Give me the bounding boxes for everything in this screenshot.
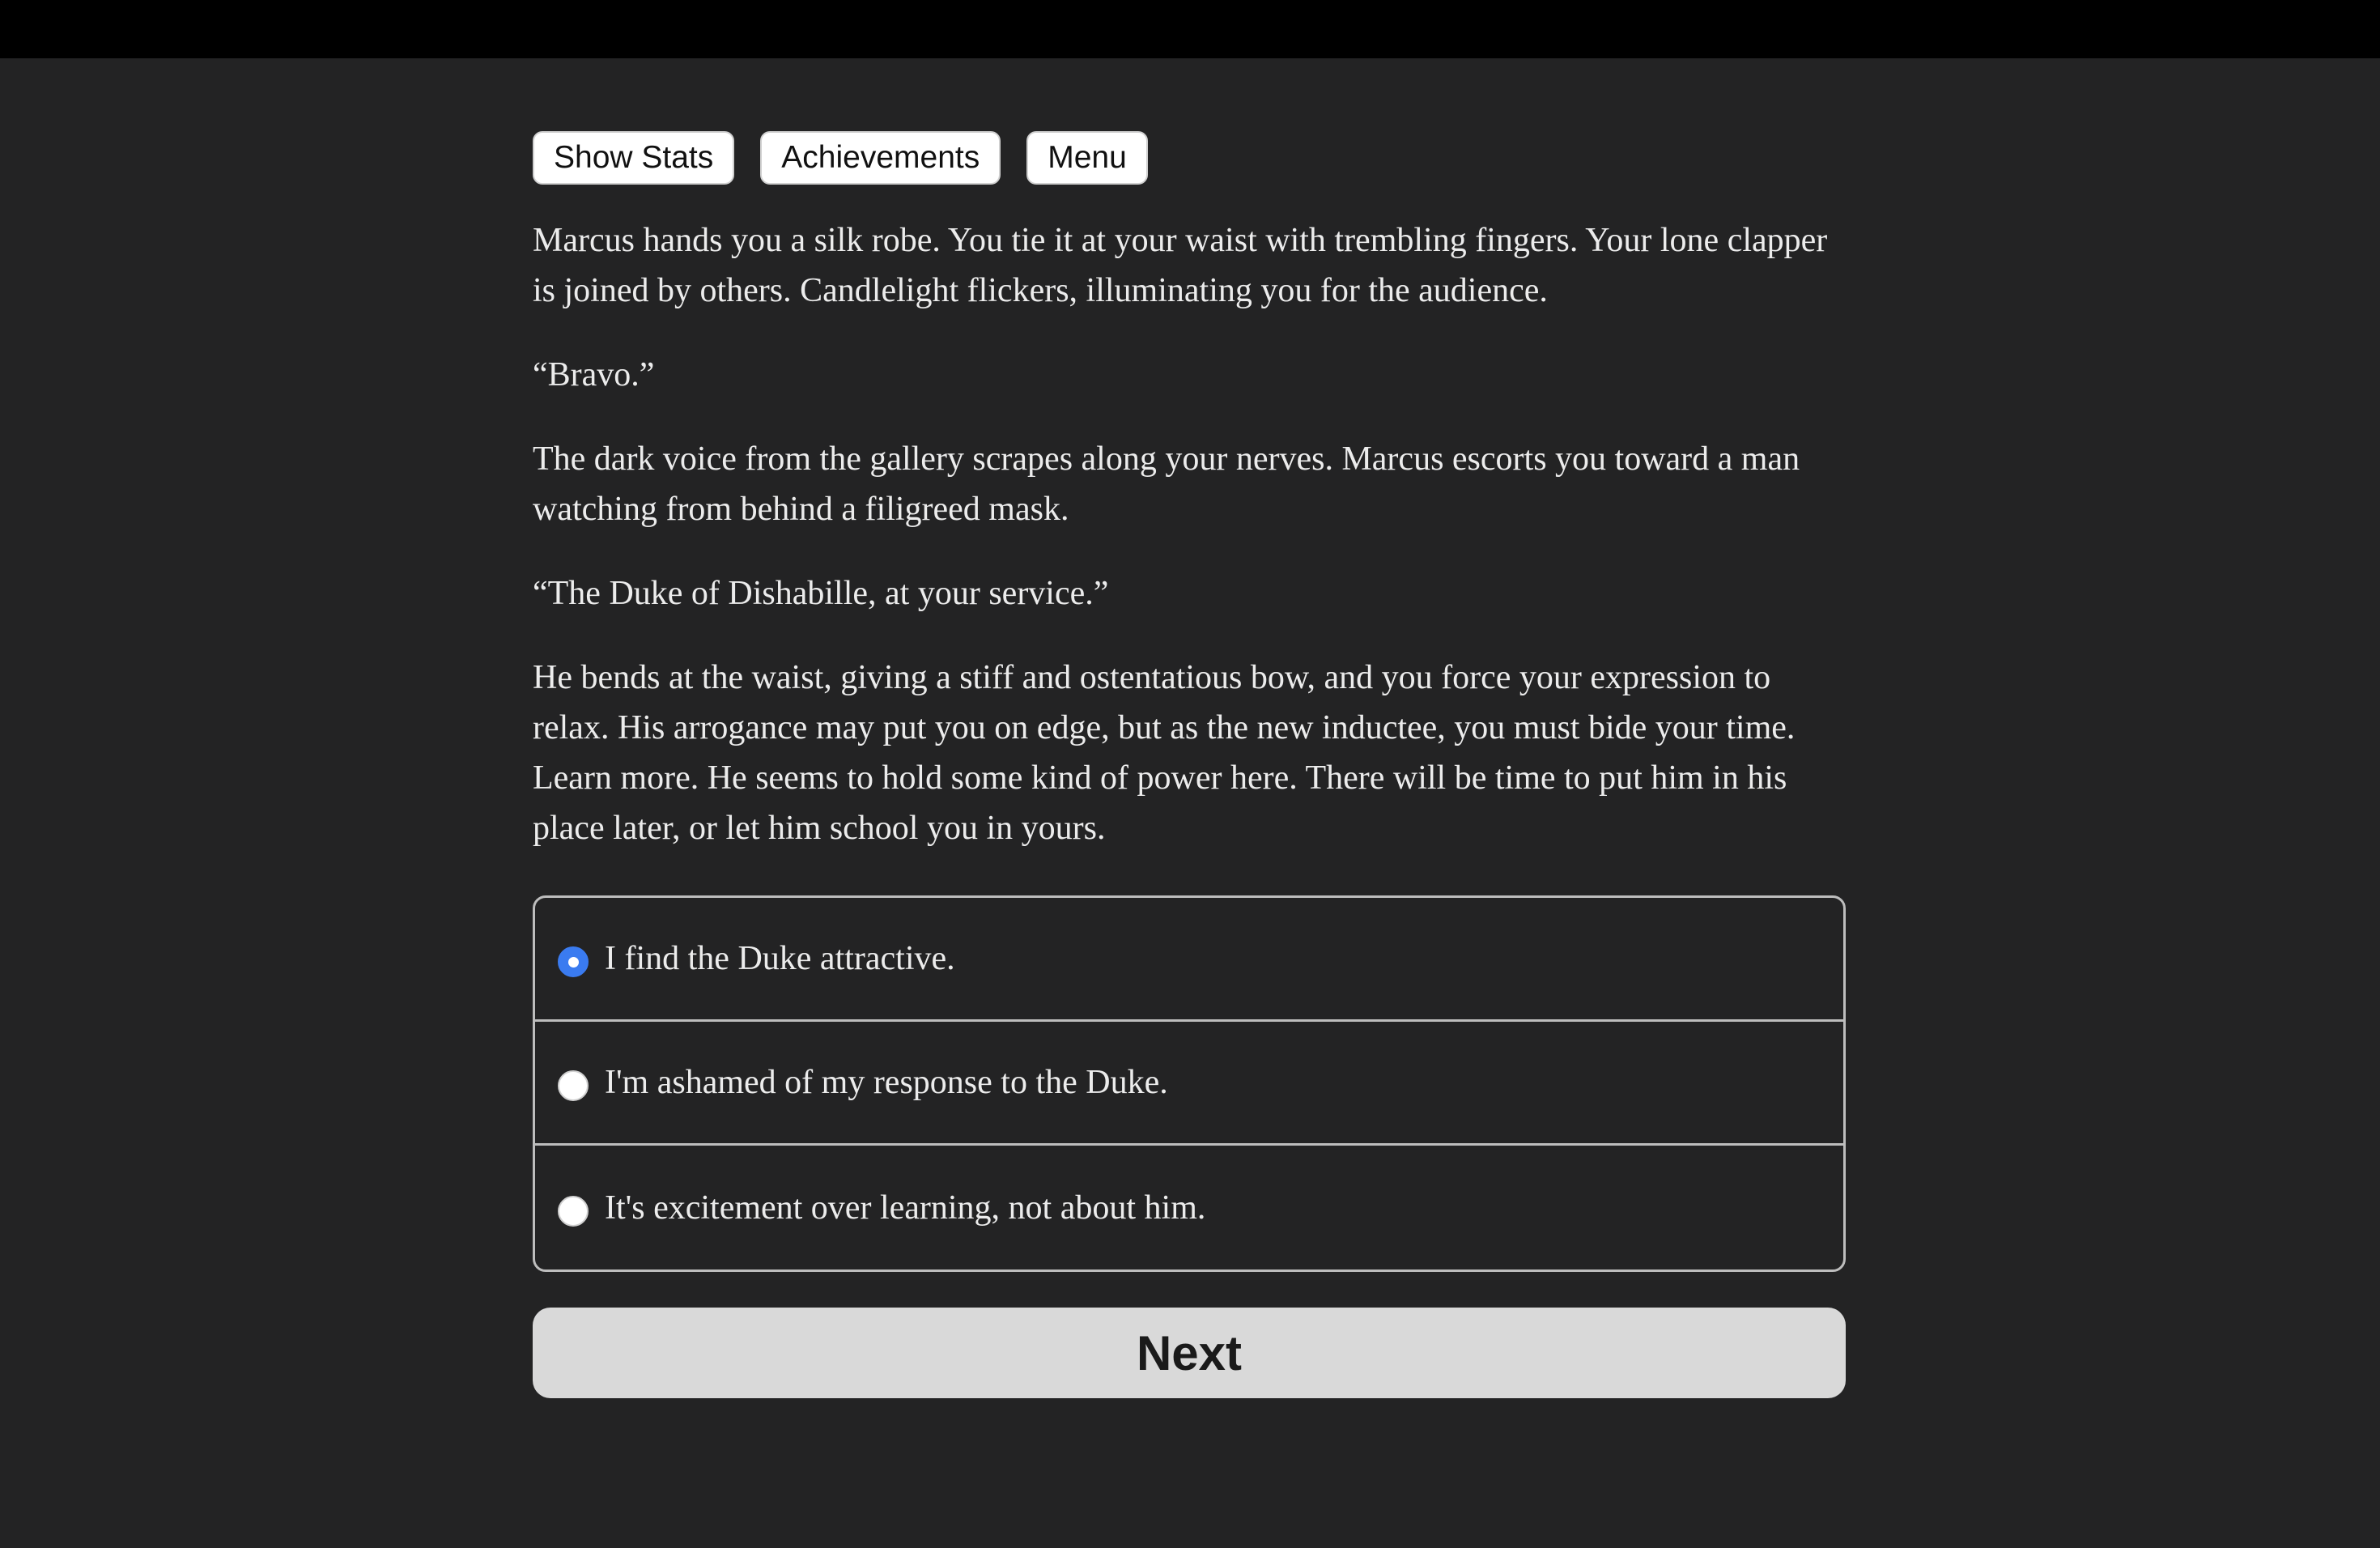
story-paragraph: “Bravo.” [533,356,655,393]
achievements-button[interactable]: Achievements [760,131,1001,185]
radio-button[interactable] [558,1196,589,1227]
story-paragraph: He bends at the waist, giving a stiff and ostentatious bow, and you force your expression to relax. His arrogance may put you on edge, but as the new inductee, you must bide your time. Learn more. He seems to hold some kind of power here. There will be time to put him in his place later, or let him school you in yours. [533,659,1796,847]
menu-button[interactable]: Menu [1026,131,1148,185]
choice-option-3[interactable] [535,1146,1843,1269]
radio-button[interactable] [558,1070,589,1101]
top-bar [0,0,2380,58]
game-page [533,131,1846,1398]
radio-button-selected[interactable] [558,946,589,977]
choice-option-2[interactable] [535,1022,1843,1146]
choice-option-1[interactable] [535,898,1843,1022]
next-button[interactable]: Next [533,1308,1846,1398]
story-paragraph: The dark voice from the gallery scrapes along your nerves. Marcus escorts you toward a man watching from behind a filigreed mask. [533,440,1800,528]
choice-list [533,895,1846,1272]
story-paragraph: “The Duke of Dishabille, at your service.” [533,575,1109,612]
show-stats-button[interactable]: Show Stats [533,131,734,185]
choice-label: It's excitement over learning, not about him. [605,1189,1206,1227]
story-text [533,215,1846,853]
toolbar [533,131,1846,185]
choice-label: I find the Duke attractive. [605,940,955,977]
choice-label: I'm ashamed of my response to the Duke. [605,1064,1168,1101]
story-paragraph: Marcus hands you a silk robe. You tie it at your waist with trembling fingers. Your lone clapper is joined by others. Candlelight flickers, illuminating you for the audience. [533,222,1828,309]
